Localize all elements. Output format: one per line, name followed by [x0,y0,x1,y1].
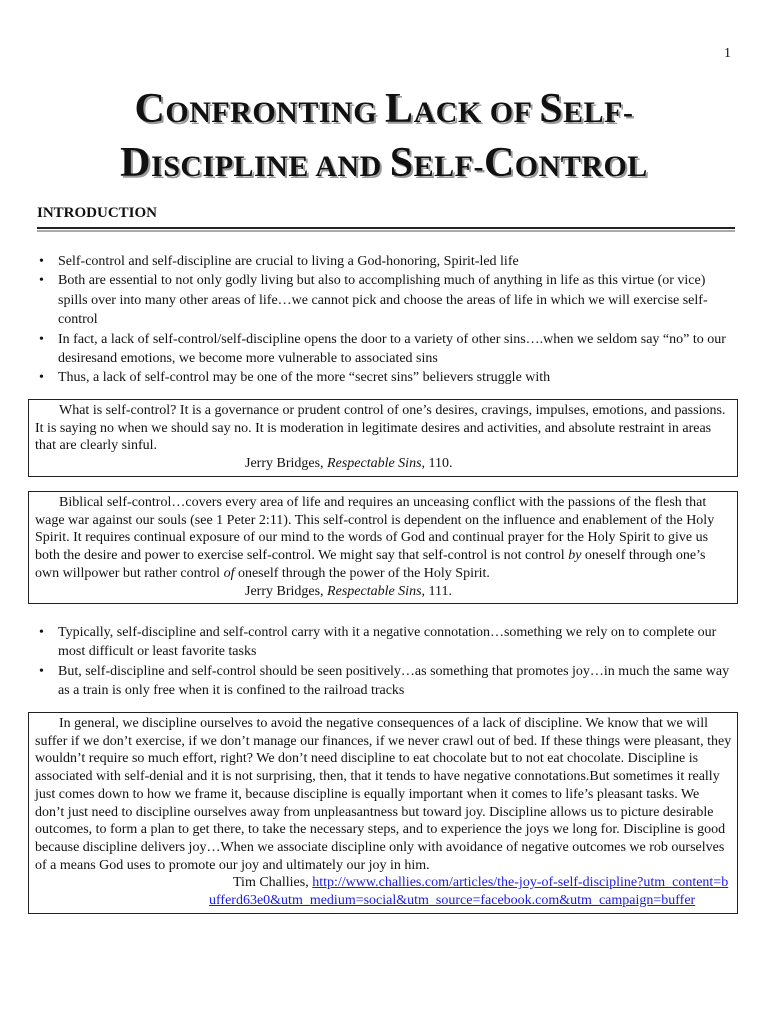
document-title [0,84,768,192]
bullet-text: Thus, a lack of self-control may be one of the more “secret sins” believers struggle with [58,370,551,386]
quote-attribution [35,583,732,601]
page-number: 1 [724,46,731,61]
title-initial: S [389,140,414,186]
title-word: ONFRONTING [165,96,386,129]
attribution-author: Jerry Bridges, [245,456,328,472]
quote-text: What is self-control? It is a governance or prudent control of one’s desires, cravings, impulses, emotions, and passions. It is saying no when we should say no. It is moderation in legitimate desires and activities, and absolute restraint in areas that are clearly sinful. [35,403,726,454]
attribution-book: Respectable Sins [327,583,422,599]
bullet-text: Self-control and self-discipline are crucial to living a God-honoring, Spirit-led life [58,254,519,269]
list-item [37,330,737,369]
quote-emphasis: of [223,565,235,581]
title-initial: S [539,86,564,132]
title-word: ONTROL [514,150,648,183]
bullet-icon: • [39,625,44,640]
quote-box-bridges-110 [28,399,738,477]
quote-emphasis: by [568,548,582,564]
intro-bullet-list [37,252,737,388]
title-word: ACK OF [413,96,540,129]
title-initial: L [385,86,414,132]
list-item [37,252,737,271]
attribution-author: Jerry Bridges, [245,583,328,599]
quote-box-bridges-111 [28,491,738,604]
connotation-bullet-list [37,623,737,701]
title-word: ELF- [413,150,484,183]
bullet-text: Typically, self-discipline and self-control carry with it a negative connotation…something we rely on to complete our most difficult or least favorite tasks [58,625,717,660]
title-initial: C [134,86,166,132]
title-word: ELF- [563,96,634,129]
bullet-icon: • [39,254,44,269]
quote-attribution [35,874,732,909]
list-item [37,662,737,701]
title-word: ISCIPLINE AND [151,150,390,183]
quote-box-challies [28,712,738,914]
attribution-page: , 110. [421,456,453,472]
title-line-1 [0,84,768,138]
bullet-icon: • [39,273,44,289]
attribution-page: , 111. [421,583,452,599]
bullet-text: In fact, a lack of self-control/self-discipline opens the door to a variety of other sins….when we seldom say “no” to our desiresand emotions, we become more vulnerable to associated sins [58,331,726,367]
quote-segment: Biblical self-control…covers every area of life and requires an unceasing conflict with the passions of the flesh that wage war against our souls (see 1 Peter 2:11). This self-control is dependent on the influence and enablement of the Holy Spirit. It requires continual exposure of our mind to the words of God and continual prayer for the Holy Spirit to give us both the desire and power to exercise self-control. We might say that self-control is not control [35,495,715,564]
title-initial: C [483,140,515,186]
quote-segment: oneself through one’s own willpower but rather control [35,548,706,581]
source-link[interactable]: http://www.challies.com/articles/the-joy-of-self-discipline?utm_content=bufferd63e0&utm_medium=social&utm_source=facebook.com&utm_campaign=buffer [209,875,729,909]
section-heading: INTRODUCTION [37,205,158,221]
quote-text [35,494,732,583]
bullet-text: But, self-discipline and self-control should be seen positively…as something that promotes joy…in much the same way as a train is only free when it is confined to the railroad tracks [58,663,730,699]
bullet-icon: • [39,370,44,386]
quote-segment: oneself through the power of the Holy Spirit. [234,565,490,581]
attribution-book: Respectable Sins [327,456,422,472]
quote-attribution [35,455,732,473]
bullet-text: Both are essential to not only godly living but also to accomplishing much of anything in life as this virtue (or vice) spills over into many other areas of life…we cannot pick and choose the areas of life in which we will exercise self-control [58,273,708,328]
bullet-icon: • [39,331,44,347]
section-divider [37,227,735,232]
title-initial: D [120,140,152,186]
list-item [37,368,737,387]
quote-text: In general, we discipline ourselves to avoid the negative consequences of a lack of discipline. We know that we will suffer if we don’t exercise, if we don’t manage our finances, if we never crawl out of bed. If these things were pleasant, they wouldn’t require so much effort, right? We don’t need discipline to eat chocolate but to not eat chocolate. Discipline is associated with self-denial and it is not surprising, then, that it tends to have negative connotations.But sometimes it really just comes down to how we frame it, because discipline is equally important when it comes to life’s pleasant tasks. We don’t just need to discipline ourselves away from unpleasantness but toward joy. Discipline allows us to picture desirable outcomes, to form a plan to get there, to take the necessary steps, and to experience the joys we long for. Discipline is good because discipline delivers joy…When we associate discipline only with avoidance of negative outcomes we rob ourselves of a means God uses to promote our joy and ultimately our joy in him. [35,716,732,873]
title-line-2 [0,138,768,192]
attribution-author: Tim Challies, [233,875,313,891]
bullet-icon: • [39,663,44,679]
list-item [37,271,737,329]
list-item [37,623,737,662]
